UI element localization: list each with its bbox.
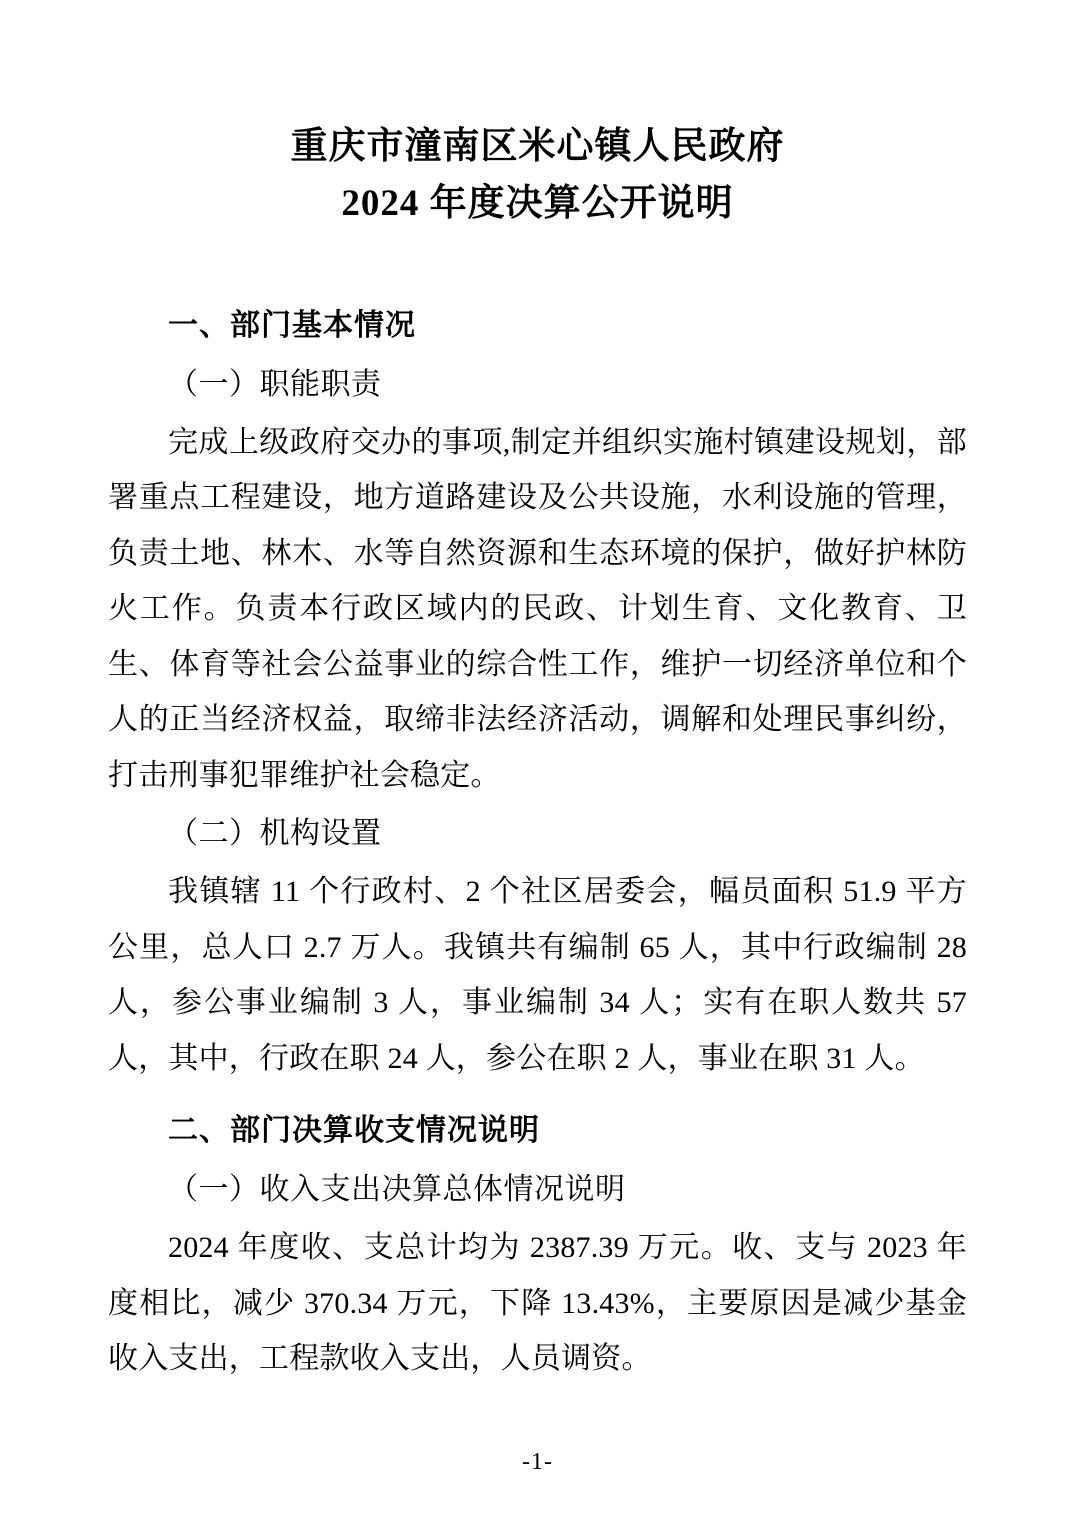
page-title [108,118,967,233]
page-number: -1- [522,1449,553,1475]
sub-heading-1-1: （一）职能职责 [168,367,382,401]
paragraph-2-1: 2024 年度收、支总计均为 2387.39 万元。收、支与 2023 年度相比，减少 370.34 万元，下降 13.43%，主要原因是减少基金收入支出，工程款收入支出，人员调资。 [108,1231,967,1376]
section-heading-1: 一、部门基本情况 [168,308,416,342]
page-title-line-1: 重庆市潼南区米心镇人民政府 [290,126,785,167]
sub-heading-1-2: （二）机构设置 [168,817,382,851]
paragraph-1-2: 我镇辖 11 个行政村、2 个社区居委会，幅员面积 51.9 平方公里，总人口 2.7 万人。我镇共有编制 65 人，其中行政编制 28 人，参公事业编制 3 人，事业编制 34 人；实有在职人数共 57 人，其中，行政在职 24 人，参公在职 2 人，事业在职 31 人。 [108,875,967,1075]
section-budget-summary [108,1102,967,1387]
paragraph-1-1: 完成上级政府交办的事项,制定并组织实施村镇建设规划，部署重点工程建设，地方道路建设及公共设施，水利设施的管理，负责土地、林木、水等自然资源和生态环境的保护，做好护林防火工作。负责本行政区域内的民政、计划生育、文化教育、卫生、体育等社会公益事业的综合性工作，维护一切经济单位和个人的正当经济权益，取缔非法经济活动，调解和处理民事纠纷，打击刑事犯罪维护社会稳定。 [108,425,967,792]
section-basic-info [108,297,967,804]
section-heading-2: 二、部门决算收支情况说明 [168,1114,540,1148]
page-title-line-2: 2024 年度决算公开说明 [341,183,734,225]
sub-heading-2-1: （一）收入支出决算总体情况说明 [168,1173,626,1207]
title-spacer [108,243,967,281]
section-organization [108,805,967,1086]
